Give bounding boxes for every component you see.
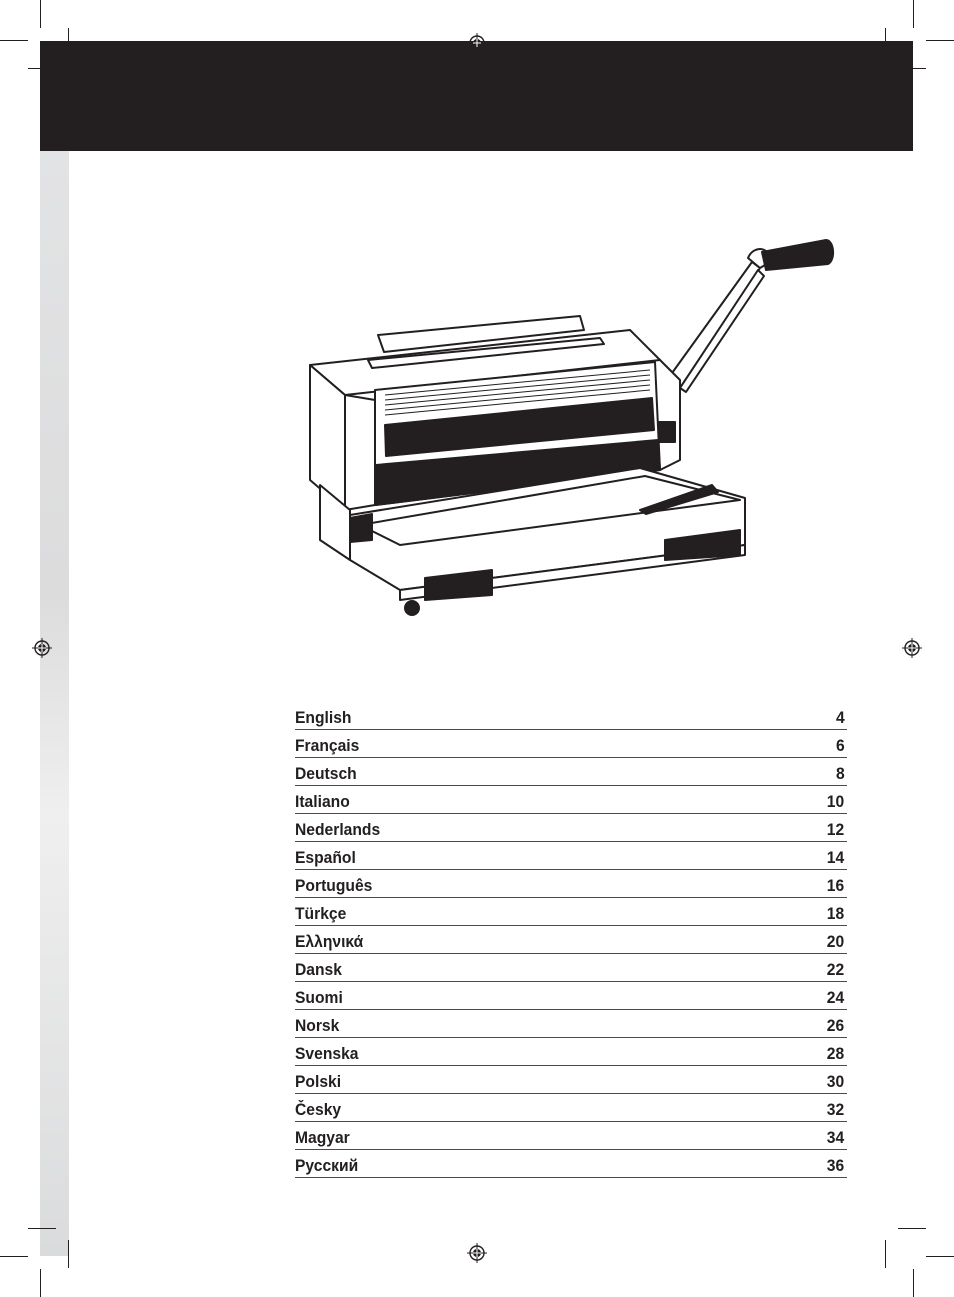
- list-item[interactable]: [295, 786, 847, 814]
- list-item[interactable]: [295, 758, 847, 786]
- language-label: Polski: [295, 1072, 342, 1091]
- side-strip: [40, 151, 69, 1256]
- page-number: 22: [826, 960, 845, 979]
- crop-mark-icon: [913, 0, 914, 28]
- language-label: Svenska: [295, 1044, 359, 1063]
- page-number: 14: [826, 848, 845, 867]
- language-label: Norsk: [295, 1016, 340, 1035]
- language-label: Deutsch: [295, 764, 357, 783]
- crop-mark-icon: [40, 0, 41, 28]
- language-label: English: [295, 708, 352, 727]
- page-number: 24: [826, 988, 845, 1007]
- list-item[interactable]: [295, 982, 847, 1010]
- page-number: 4: [835, 708, 845, 727]
- crop-mark-icon: [898, 1228, 926, 1229]
- list-item[interactable]: [295, 1122, 847, 1150]
- registration-mark-icon: [467, 1243, 487, 1263]
- list-item[interactable]: [295, 1010, 847, 1038]
- language-label: Ελληνικά: [295, 932, 364, 951]
- list-item[interactable]: [295, 954, 847, 982]
- language-label: Español: [295, 848, 356, 867]
- crop-mark-icon: [28, 1228, 56, 1229]
- crop-mark-icon: [926, 1256, 954, 1257]
- page-number: 32: [826, 1100, 845, 1119]
- language-label: Dansk: [295, 960, 342, 979]
- crop-mark-icon: [885, 28, 886, 56]
- language-label: Magyar: [295, 1128, 350, 1147]
- language-label: Русский: [295, 1156, 359, 1175]
- crop-mark-icon: [40, 1269, 41, 1297]
- list-item[interactable]: [295, 842, 847, 870]
- list-item[interactable]: [295, 730, 847, 758]
- language-label: Suomi: [295, 988, 343, 1007]
- page-number: 6: [835, 736, 845, 755]
- page-number: 20: [826, 932, 845, 951]
- page-number: 36: [826, 1156, 845, 1175]
- list-item[interactable]: [295, 1094, 847, 1122]
- page-number: 16: [826, 876, 845, 895]
- page-number: 34: [826, 1128, 845, 1147]
- language-label: Português: [295, 876, 373, 895]
- crop-mark-icon: [68, 28, 69, 56]
- crop-mark-icon: [0, 40, 28, 41]
- page-number: 28: [826, 1044, 845, 1063]
- page-number: 30: [826, 1072, 845, 1091]
- registration-mark-icon: [32, 638, 52, 658]
- crop-mark-icon: [0, 1256, 28, 1257]
- language-label: Italiano: [295, 792, 350, 811]
- registration-mark-icon: [467, 33, 487, 53]
- page-number: 12: [826, 820, 845, 839]
- page-number: 10: [826, 792, 845, 811]
- list-item[interactable]: [295, 1066, 847, 1094]
- page-number: 26: [826, 1016, 845, 1035]
- crop-mark-icon: [913, 1269, 914, 1297]
- list-item[interactable]: [295, 898, 847, 926]
- language-label: Nederlands: [295, 820, 381, 839]
- language-label: Türkçe: [295, 904, 347, 923]
- crop-mark-icon: [28, 68, 56, 69]
- page-number: 8: [835, 764, 845, 783]
- header-band: [40, 41, 913, 151]
- registration-mark-icon: [902, 638, 922, 658]
- crop-mark-icon: [885, 1240, 886, 1268]
- binding-machine-illustration: [300, 235, 840, 620]
- language-contents-list: [295, 702, 847, 1178]
- language-label: Français: [295, 736, 360, 755]
- crop-mark-icon: [926, 40, 954, 41]
- page-number: 18: [826, 904, 845, 923]
- crop-mark-icon: [898, 68, 926, 69]
- list-item[interactable]: [295, 1150, 847, 1178]
- list-item[interactable]: [295, 814, 847, 842]
- crop-mark-icon: [68, 1240, 69, 1268]
- list-item[interactable]: [295, 926, 847, 954]
- list-item[interactable]: [295, 702, 847, 730]
- language-label: Česky: [295, 1100, 342, 1119]
- list-item[interactable]: [295, 1038, 847, 1066]
- list-item[interactable]: [295, 870, 847, 898]
